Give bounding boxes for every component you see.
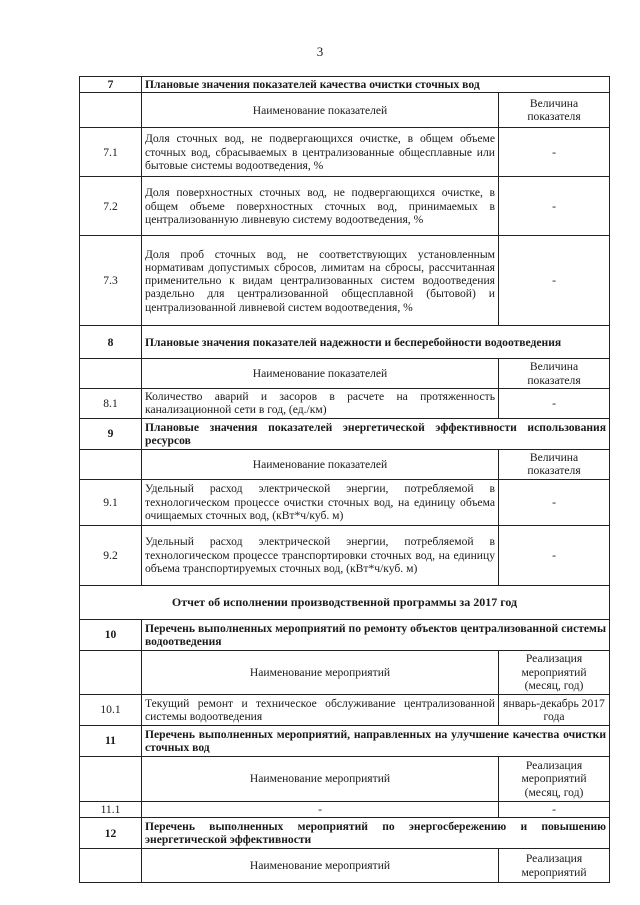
row-value: - xyxy=(499,177,610,236)
column-header-value: Величина показателя xyxy=(499,359,610,389)
row-number: 7.3 xyxy=(80,236,142,326)
section-number: 11 xyxy=(80,725,142,756)
column-header-name: Наименование мероприятий xyxy=(142,849,499,883)
section-8-columns xyxy=(80,359,610,389)
row-number: 9.1 xyxy=(80,479,142,525)
table-row xyxy=(80,177,610,236)
row-value: - xyxy=(499,236,610,326)
table-row xyxy=(80,128,610,177)
row-value: январь-декабрь 2017 года xyxy=(499,694,610,725)
section-10-columns xyxy=(80,650,610,694)
row-text: Доля сточных вод, не подвергающихся очистке, в общем объеме сточных вод, сбрасываемых в централизованные общесплавные или бытовые системы водоотведения, % xyxy=(142,128,499,177)
table-row xyxy=(80,801,610,817)
table-row xyxy=(80,236,610,326)
section-number: 9 xyxy=(80,418,142,449)
column-header-value: Величина показателя xyxy=(499,449,610,479)
row-text: Количество аварий и засоров в расчете на протяженность канализационной сети в год, (ед./км) xyxy=(142,388,499,418)
section-11-header xyxy=(80,725,610,756)
section-11-columns xyxy=(80,756,610,801)
report-title: Отчет об исполнении производственной программы за 2017 год xyxy=(80,585,610,619)
column-header-name: Наименование мероприятий xyxy=(142,650,499,694)
row-value: - xyxy=(499,479,610,525)
section-title: Плановые значения показателей энергетической эффективности использования ресурсов xyxy=(142,418,610,449)
section-number: 12 xyxy=(80,818,142,849)
section-12-columns xyxy=(80,849,610,883)
column-header-name: Наименование показателей xyxy=(142,359,499,389)
column-header-value: Величина показателя xyxy=(499,93,610,128)
empty-cell xyxy=(80,359,142,389)
section-12-header xyxy=(80,818,610,849)
column-header-value: Реализация мероприятий (месяц, год) xyxy=(499,756,610,801)
report-title-row xyxy=(80,585,610,619)
row-text: Доля проб сточных вод, не соответствующих установленным нормативам допустимых сбросов, лимитам на сбросы, рассчитанная применительно к видам централизованных систем водоотведения раздельно для централизованной общесплавной (бытовой) и централизованной ливневой систем водоотведения, % xyxy=(142,236,499,326)
empty-cell xyxy=(80,849,142,883)
section-8-header xyxy=(80,326,610,359)
section-number: 7 xyxy=(80,77,142,93)
row-number: 10.1 xyxy=(80,694,142,725)
section-9-header xyxy=(80,418,610,449)
column-header-name: Наименование показателей xyxy=(142,449,499,479)
empty-cell xyxy=(80,449,142,479)
empty-cell xyxy=(80,756,142,801)
empty-cell xyxy=(80,93,142,128)
column-header-value: Реализация мероприятий xyxy=(499,849,610,883)
empty-cell xyxy=(80,650,142,694)
table-row xyxy=(80,525,610,585)
section-number: 8 xyxy=(80,326,142,359)
page-number: 3 xyxy=(316,44,324,59)
row-value: - xyxy=(499,525,610,585)
column-header-name: Наименование мероприятий xyxy=(142,756,499,801)
section-7-columns xyxy=(80,93,610,128)
section-title: Плановые значения показателей качества очистки сточных вод xyxy=(142,77,610,93)
row-number: 7.2 xyxy=(80,177,142,236)
row-text: Удельный расход электрической энергии, потребляемой в технологическом процессе очистки сточных вод, на единицу объема очищаемых сточных вод, (кВт*ч/куб. м) xyxy=(142,479,499,525)
section-title: Перечень выполненных мероприятий, направленных на улучшение качества очистки сточных вод xyxy=(142,725,610,756)
row-text: - xyxy=(142,801,499,817)
table-row xyxy=(80,479,610,525)
column-header-value: Реализация мероприятий (месяц, год) xyxy=(499,650,610,694)
table-row xyxy=(80,388,610,418)
program-table xyxy=(79,76,610,883)
row-number: 11.1 xyxy=(80,801,142,817)
section-7-header xyxy=(80,77,610,93)
row-value: - xyxy=(499,128,610,177)
section-number: 10 xyxy=(80,619,142,650)
column-header-name: Наименование показателей xyxy=(142,93,499,128)
section-title: Перечень выполненных мероприятий по ремонту объектов централизованной системы водоотведения xyxy=(142,619,610,650)
section-10-header xyxy=(80,619,610,650)
row-text: Текущий ремонт и техническое обслуживание централизованной системы водоотведения xyxy=(142,694,499,725)
row-value: - xyxy=(499,801,610,817)
section-9-columns xyxy=(80,449,610,479)
row-value: - xyxy=(499,388,610,418)
table-row xyxy=(80,694,610,725)
section-title: Перечень выполненных мероприятий по энергосбережению и повышению энергетической эффективности xyxy=(142,818,610,849)
row-number: 9.2 xyxy=(80,525,142,585)
section-title: Плановые значения показателей надежности и бесперебойности водоотведения xyxy=(142,326,610,359)
row-text: Удельный расход электрической энергии, потребляемой в технологическом процессе транспортировки сточных вод, на единицу объема транспортируемых сточных вод, (кВт*ч/куб. м) xyxy=(142,525,499,585)
row-number: 7.1 xyxy=(80,128,142,177)
row-text: Доля поверхностных сточных вод, не подвергающихся очистке, в общем объеме поверхностных сточных вод, принимаемых в централизованную ливневую систему водоотведения, % xyxy=(142,177,499,236)
row-number: 8.1 xyxy=(80,388,142,418)
